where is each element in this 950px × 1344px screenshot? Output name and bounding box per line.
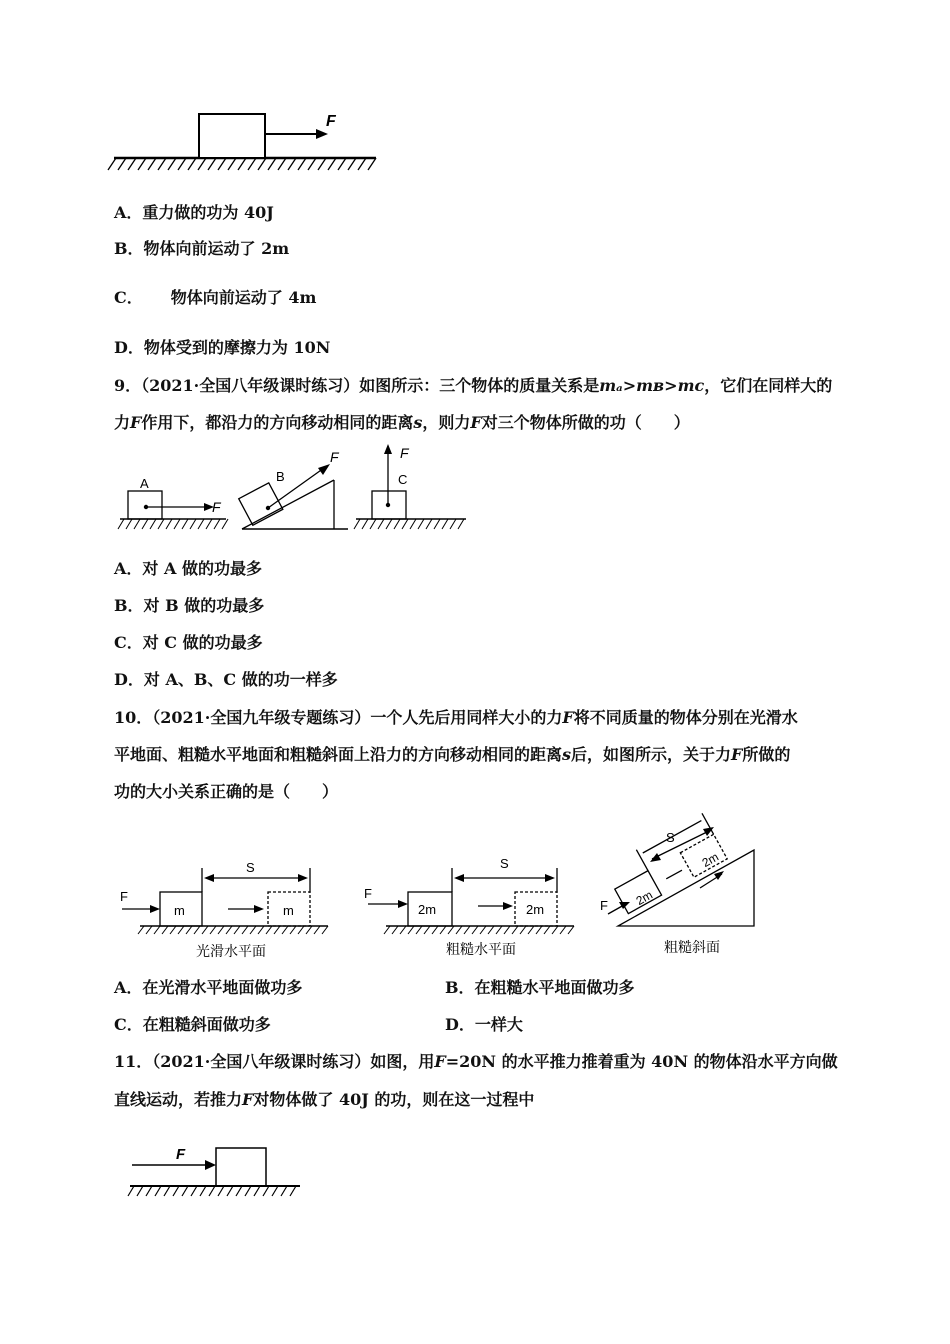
q8-option-a: A．重力做的功为 40J — [114, 203, 274, 222]
q10-option-b: B．在粗糙水平地面做功多 — [445, 978, 635, 997]
q10-p3-force: F — [600, 898, 608, 913]
q11-block — [216, 1148, 266, 1186]
q9-option-a: A．对 A 做的功最多 — [114, 559, 262, 578]
q10-p1-distance: S — [246, 860, 255, 875]
q10-option-c: C．在粗糙斜面做功多 — [114, 1015, 271, 1034]
q8-block — [199, 114, 265, 158]
q10-p2-force: F — [364, 886, 372, 901]
q10-p1-mass-moved: m — [283, 903, 294, 918]
q9-force-a: F — [212, 499, 221, 515]
q10-p2-distance: S — [500, 856, 509, 871]
q10-p2-caption: 粗糙水平面 — [446, 941, 516, 957]
q10-stem-line2: 平地面、粗糙水平地面和粗糙斜面上沿力的方向移动相同的距离s后，如图所示，关于力F所做的 — [114, 745, 791, 764]
q8-force-label: F — [326, 113, 336, 130]
q11-figure — [128, 1142, 308, 1212]
q9-mass-relation: mₐ>mʙ>mc — [599, 376, 705, 395]
q9-option-c: C．对 C 做的功最多 — [114, 633, 263, 652]
q11-stem-line2: 直线运动，若推力F对物体做了 40J 的功，则在这一过程中 — [114, 1090, 535, 1109]
q10-p3-caption: 粗糙斜面 — [664, 939, 720, 955]
q10-p3-mass-moved: 2m — [699, 849, 721, 871]
q11-stem-line1: 11．（2021·全国八年级课时练习）如图，用F=20N 的水平推力推着重为 40N 的物体沿水平方向做 — [114, 1052, 838, 1071]
q9-force-c: F — [400, 445, 409, 461]
q9-force-b: F — [330, 449, 339, 465]
q9-label-c: C — [398, 472, 408, 487]
q10-stem-line3: 功的大小关系正确的是（ ） — [114, 782, 339, 801]
q10-p1-force: F — [120, 889, 128, 904]
q10-option-d: D．一样大 — [445, 1015, 523, 1034]
q8-option-c — [114, 288, 316, 308]
q9-option-d: D．对 A、B、C 做的功一样多 — [114, 670, 338, 689]
q10-p3-distance: S — [666, 830, 675, 845]
q10-option-a: A．在光滑水平地面做功多 — [114, 978, 303, 997]
q10-p1-mass: m — [174, 903, 185, 918]
q10-p2-mass: 2m — [418, 902, 437, 917]
q9-stem-line1: 9．（2021·全国八年级课时练习）如图所示：三个物体的质量关系是mₐ>mʙ>mc，它们在同样大的 — [114, 376, 833, 395]
q9-figure — [116, 444, 476, 534]
q10-p2-mass-moved: 2m — [526, 902, 545, 917]
q8-option-c-letter: C． — [114, 288, 143, 307]
q8-option-b: B．物体向前运动了 2m — [114, 239, 290, 258]
q9-block-a — [128, 491, 162, 519]
q10-figure — [110, 816, 770, 966]
q8-option-c-text: 物体向前运动了 4m — [170, 288, 317, 307]
q10-p3-mass: 2m — [633, 887, 655, 909]
q8-option-d: D．物体受到的摩擦力为 10N — [114, 338, 331, 357]
q9-stem-line2: 力F作用下，都沿力的方向移动相同的距离s，则力F对三个物体所做的功（ ） — [114, 413, 690, 432]
q10-incline — [618, 850, 754, 926]
q9-label-b: B — [276, 469, 285, 484]
q10-stem-line1: 10．（2021·全国九年级专题练习）一个人先后用同样大小的力F将不同质量的物体分别在光滑水 — [114, 708, 798, 727]
q10-p1-caption: 光滑水平面 — [196, 943, 266, 959]
q8-figure — [110, 104, 380, 184]
q11-force-label: F — [176, 1146, 186, 1163]
q9-option-b: B．对 B 做的功最多 — [114, 596, 265, 615]
q9-label-a: A — [140, 476, 149, 491]
